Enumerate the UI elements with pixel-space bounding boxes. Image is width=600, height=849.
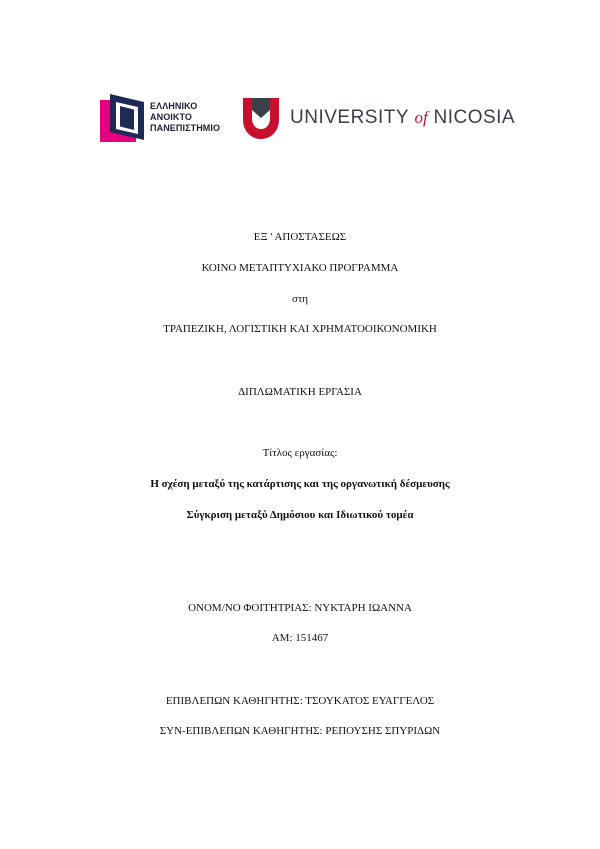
connector-text: στη [291, 293, 309, 305]
unic-wordmark-university: UNIVERSITY [290, 107, 409, 128]
co-supervisor: ΣΥΝ-ΕΠΙΒΛΕΠΩΝ ΚΑΘΗΓΗΤΗΣ: ΡΕΠΟΥΣΗΣ ΣΠΥΡΙΔΩΝ [159, 725, 441, 737]
student-name: ΟΝΟΜ/ΝΟ ΦΟΙΤΗΤΡΙΑΣ: ΝΥΚΤΑΡΗ ΙΩΑΝΝΑ [188, 602, 412, 614]
hou-wordmark [150, 101, 220, 134]
study-mode: ΕΞ ' ΑΠΟΣΤΑΣΕΩΣ [253, 231, 347, 243]
supervisor: ΕΠΙΒΛΕΠΩΝ ΚΑΘΗΓΗΤΗΣ: ΤΣΟΥΚΑΤΟΣ ΕΥΑΓΓΕΛΟΣ [165, 695, 435, 707]
unic-shield-icon [242, 98, 280, 140]
hou-emblem-icon [100, 94, 148, 142]
hou-logo [100, 94, 230, 142]
unic-wordmark-of: of [414, 108, 428, 127]
hou-wordmark-line2: ΑΝΟΙΚΤΟ [150, 112, 193, 122]
unic-logo [242, 98, 516, 140]
document-type: ΔΙΠΛΩΜΑΤΙΚΗ ΕΡΓΑΣΙΑ [238, 386, 362, 398]
thesis-title-line1: Η σχέση μεταξύ της κατάρτισης και της οργανωτική δέσμευσης [150, 478, 450, 490]
student-id: AM: 151467 [271, 632, 329, 644]
title-label: Τίτλος εργασίας: [262, 447, 338, 459]
unic-wordmark-nicosia: NICOSIA [433, 107, 516, 128]
hou-wordmark-line3: ΠΑΝΕΠΙΣΤΗΜΙΟ [150, 123, 221, 133]
program-field: ΤΡΑΠΕΖΙΚΗ, ΛΟΓΙΣΤΙΚΗ ΚΑΙ ΧΡΗΜΑΤΟΟΙΚΟΝΟΜΙΚΗ [163, 323, 437, 335]
program-name: ΚΟΙΝΟ ΜΕΤΑΠΤΥΧΙΑΚΟ ΠΡΟΓΡΑΜΜΑ [201, 262, 399, 274]
hou-wordmark-line1: ΕΛΛΗΝΙΚΟ [150, 101, 198, 111]
thesis-title-line2: Σύγκριση μεταξύ Δημόσιου και Ιδιωτικού τομέα [186, 509, 414, 521]
unic-wordmark [290, 107, 515, 129]
